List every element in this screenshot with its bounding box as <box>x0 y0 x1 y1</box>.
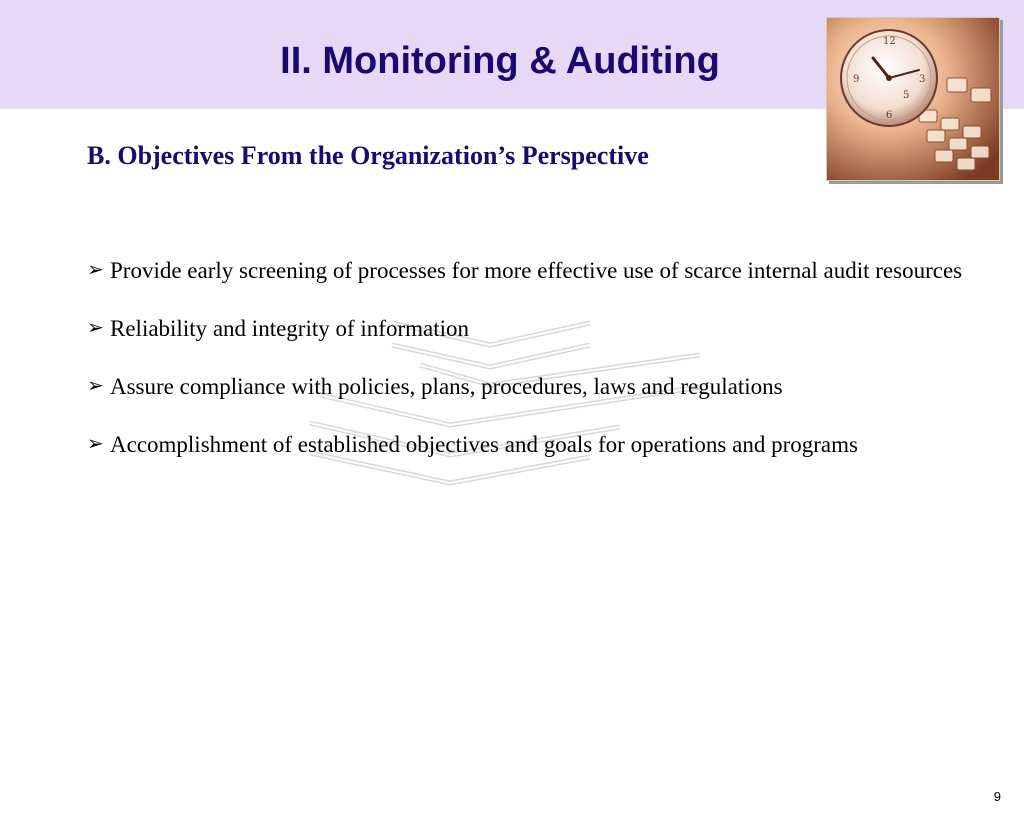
list-item <box>87 366 967 407</box>
slide-title: II. Monitoring & Auditing <box>280 40 720 82</box>
svg-text:9: 9 <box>853 74 860 85</box>
svg-text:5: 5 <box>903 90 910 101</box>
svg-text:12: 12 <box>883 36 896 47</box>
list-item <box>87 424 967 465</box>
clock-calculator-photo <box>826 17 1000 181</box>
list-item-text: Provide early screening of processes for more effective use of scarce internal audit resources <box>110 258 963 283</box>
arrow-bullet-icon: ➢ <box>87 259 104 281</box>
arrow-bullet-icon: ➢ <box>87 375 104 397</box>
svg-text:6: 6 <box>886 110 893 121</box>
list-item-text: Reliability and integrity of information <box>110 316 469 341</box>
section-subheading: B. Objectives From the Organization’s Perspective <box>87 141 649 170</box>
arrow-bullet-icon: ➢ <box>87 433 104 455</box>
page-number: 9 <box>993 789 1001 804</box>
list-item-text: Assure compliance with policies, plans, procedures, laws and regulations <box>110 374 783 399</box>
list-item <box>87 308 967 349</box>
list-item <box>87 250 967 291</box>
arrow-bullet-icon: ➢ <box>87 317 104 339</box>
list-item-text: Accomplishment of established objectives and goals for operations and programs <box>110 432 858 457</box>
objectives-list <box>87 250 967 482</box>
svg-text:3: 3 <box>919 74 926 85</box>
